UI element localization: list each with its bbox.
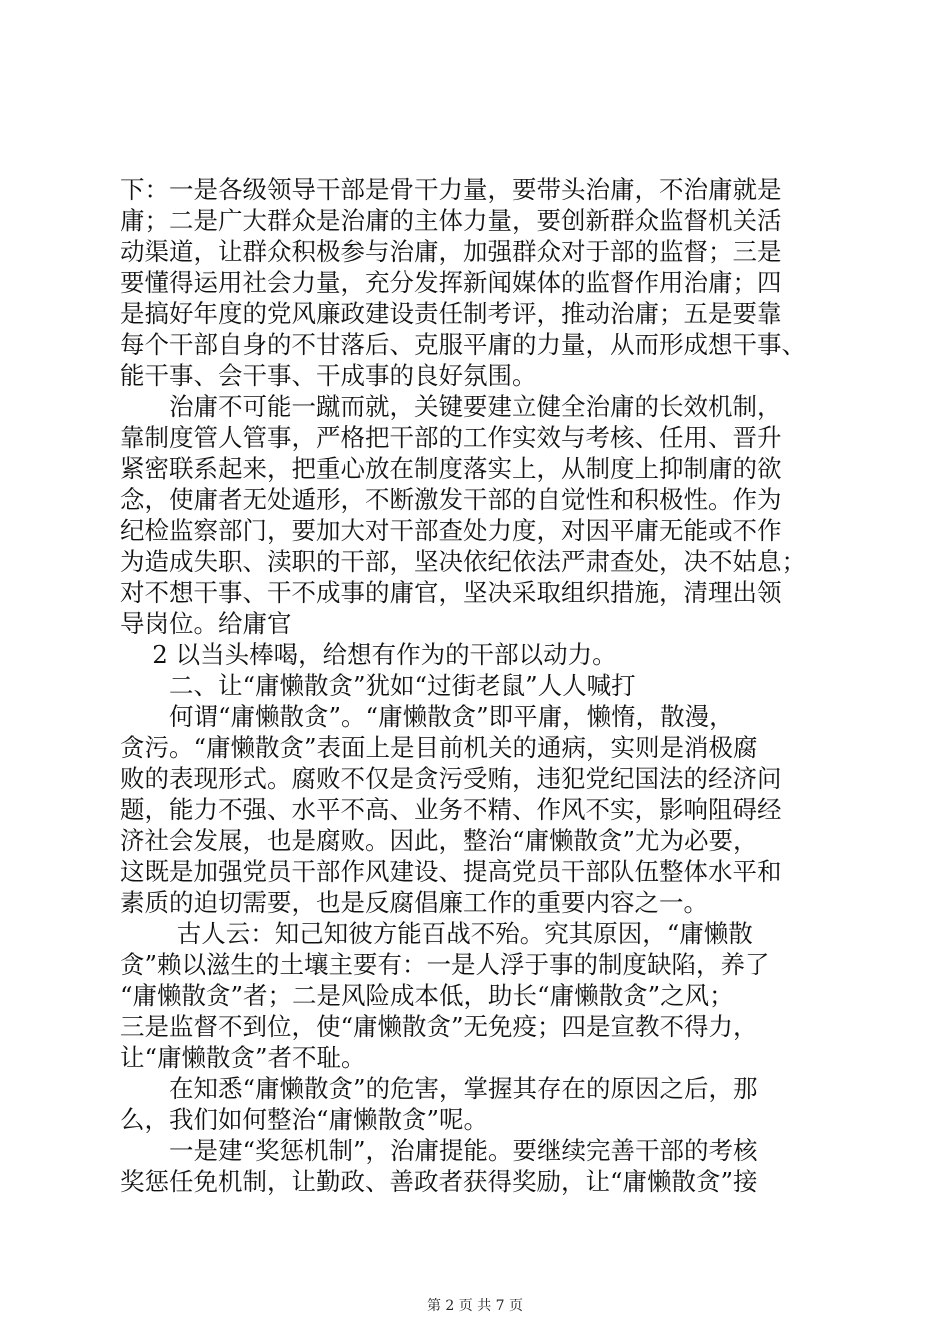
text-line: 这既是加强党员干部作风建设、提高党员干部队伍整体水平和	[120, 857, 782, 886]
text-line: 题，能力不强、水平不高、业务不精、作风不实，影响阻碍经	[120, 795, 782, 824]
text-line: 为造成失职、渎职的干部，坚决依纪依法严肃查处，决不姑息；	[120, 547, 806, 576]
text-line: “庸懒散贪”者；二是风险成本低，助长“庸懒散贪”之风；	[120, 981, 734, 1010]
text-line: 让“庸懒散贪”者不耻。	[120, 1043, 366, 1072]
text-line: 古人云：知己知彼方能百战不殆。究其原因，“庸懒散	[120, 919, 753, 948]
text-line: 在知悉“庸懒散贪”的危害，掌握其存在的原因之后，那	[120, 1074, 758, 1103]
text-line: 一是建“奖惩机制”，治庸提能。要继续完善干部的考核	[120, 1136, 758, 1165]
text-line: 济社会发展，也是腐败。因此，整治“庸懒散贪”尤为必要，	[120, 826, 758, 855]
text-line: 下：一是各级领导干部是骨干力量，要带头治庸，不治庸就是	[120, 175, 782, 204]
document-body	[120, 174, 832, 1197]
text-line: 三是监督不到位，使“庸懒散贪”无免疫；四是宣教不得力，	[120, 1012, 758, 1041]
text-line: 贪污。“庸懒散贪”表面上是目前机关的通病，实则是消极腐	[120, 733, 758, 762]
page-number-footer: 第 2 页 共 7 页	[426, 1298, 524, 1314]
text-line: 靠制度管人管事，严格把干部的工作实效与考核、任用、晋升	[120, 423, 782, 452]
text-line: 纪检监察部门，要加大对干部查处力度，对因平庸无能或不作	[120, 516, 782, 545]
text-line: 何谓“庸懒散贪”。“庸懒散贪”即平庸，懒惰，散漫，	[120, 702, 734, 731]
text-line: 是搞好年度的党风廉政建设责任制考评，推动治庸；五是要靠	[120, 299, 782, 328]
text-line: 每个干部自身的不甘落后、克服平庸的力量，从而形成想干事、	[120, 330, 806, 359]
text-line: 念，使庸者无处遁形，不断激发干部的自觉性和积极性。作为	[120, 485, 782, 514]
text-line: 导岗位。给庸官	[120, 609, 292, 638]
text-line: 庸；二是广大群众是治庸的主体力量，要创新群众监督机关活	[120, 206, 782, 235]
text-line: 么，我们如何整治“庸懒散贪”呢。	[120, 1105, 489, 1134]
text-line: 对不想干事、干不成事的庸官，坚决采取组织措施，清理出领	[120, 578, 782, 607]
text-line: 败的表现形式。腐败不仅是贪污受贿，违犯党纪国法的经济问	[120, 764, 782, 793]
text-line: 贪”赖以滋生的土壤主要有：一是人浮于事的制度缺陷，养了	[120, 950, 770, 979]
text-line: 奖惩任免机制，让勤政、善政者获得奖励，让“庸懒散贪”接	[120, 1167, 758, 1196]
text-line: 2 以当头棒喝，给想有作为的干部以动力。	[120, 640, 617, 669]
text-line: 要懂得运用社会力量，充分发挥新闻媒体的监督作用治庸；四	[120, 268, 782, 297]
text-line: 紧密联系起来，把重心放在制度落实上，从制度上抑制庸的欲	[120, 454, 782, 483]
section-heading: 二、让“庸懒散贪”犹如“过街老鼠”人人喊打	[120, 671, 636, 700]
text-line: 能干事、会干事、干成事的良好氛围。	[120, 361, 537, 390]
text-line: 动渠道，让群众积极参与治庸，加强群众对于部的监督；三是	[120, 237, 782, 266]
text-line: 素质的迫切需要，也是反腐倡廉工作的重要内容之一。	[120, 888, 708, 917]
text-line: 治庸不可能一蹴而就，关键要建立健全治庸的长效机制，	[120, 392, 782, 421]
